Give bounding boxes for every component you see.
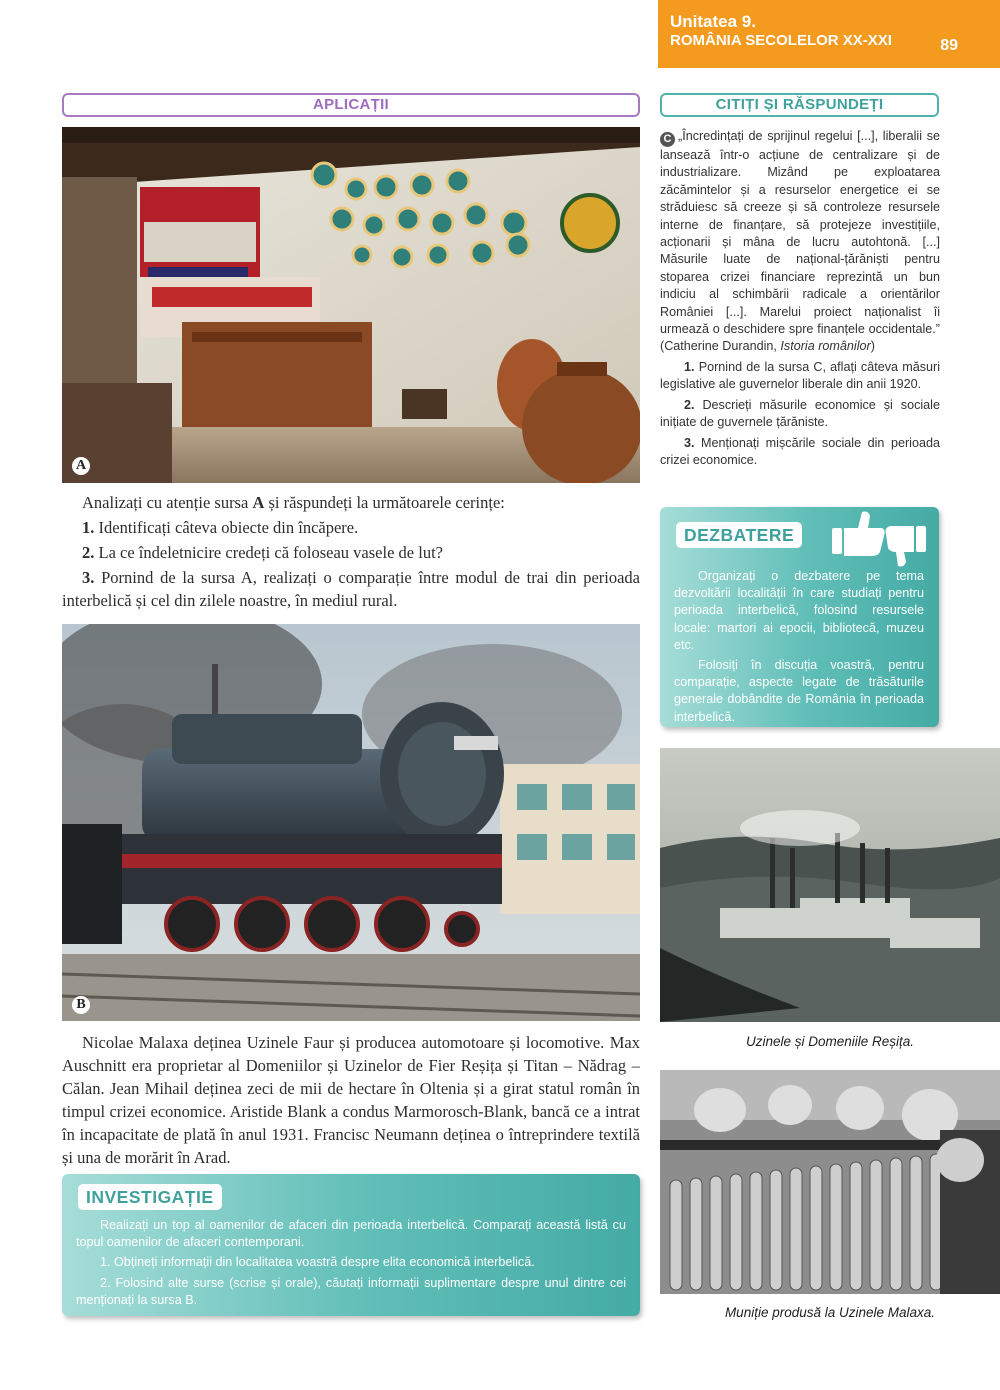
aplicatii-title: APLICAȚII bbox=[62, 93, 640, 117]
aplicatii-question-3: 3. Pornind de la sursa A, realizați o comparație între modul de trai din perioada interbelică și cel din zilele noastre, în mediul rural. bbox=[62, 568, 640, 610]
photo-rural-interior bbox=[62, 127, 640, 483]
unit-title: ROMÂNIA SECOLELOR XX-XXI bbox=[670, 32, 892, 49]
photo-malaxa-ammunition bbox=[660, 1070, 1000, 1294]
aplicatii-intro: Analizați cu atenție sursa A și răspundeți la următoarele cerințe: bbox=[82, 493, 505, 512]
source-a-label: A bbox=[72, 457, 90, 475]
source-c-text bbox=[660, 128, 940, 469]
investigatie-title: INVESTIGAȚIE bbox=[78, 1184, 222, 1210]
source-c-quote: C „Încredințați de sprijinul regelui [...], liberalii se lansează într-o acțiune de centralizare și de industrializare. Mizând pe exploatarea zăcămintelor și a resurselor energetice ei se străduiesc să creeze și să controleze resursele interne de finanțare, să protejeze investițiile, acționarii și mâna de lucru autohtonă. [...] Măsurile luate de național-țărăniști pentru stoparea crizei financiare reprezintă un bun indiciu al schimbării radicale a orientărilor României [...]. Marelui proiect naționalist îi urmează o deschidere spre finanțele occidentale.” (Catherine Durandin, Istoria românilor) bbox=[660, 129, 940, 354]
dezbatere-title: DEZBATERE bbox=[676, 522, 802, 548]
thumbs-up-down-icon bbox=[828, 508, 932, 570]
source-b-text: Nicolae Malaxa deținea Uzinele Faur și producea automotoare și locomotive. Max Auschnitt era proprietar al Domeniilor și Uzinelor de Fier Reșița și Titan – Nădrag – Călan. Jean Mihail deținea zeci de mii de hectare în Oltenia și a girat statul român în timpul crizei economice. Aristide Blank a condus Marmorosch-Blank, bancă ce a intrat în incapacitate de plată în anul 1931. Francisc Neumann deținea o întreprindere textilă și una de morărit în Arad. bbox=[62, 1033, 640, 1167]
source-b-label: B bbox=[72, 996, 90, 1014]
investigatie-item-2: 2. Folosind alte surse (scrise și orale), căutați informații suplimentare despre unul dintre cei menționați la sursa B. bbox=[76, 1275, 626, 1307]
investigatie-item-1: 1. Obțineți informații din localitatea voastră despre elita economică interbelică. bbox=[100, 1255, 535, 1270]
aplicatii-question-1: 1. Identificați câteva obiecte din încăpere. bbox=[82, 518, 359, 537]
caption-malaxa: Muniție produsă la Uzinele Malaxa. bbox=[724, 1305, 936, 1320]
source-c-label: C bbox=[660, 132, 675, 147]
cititi-question-3: 3. Menționați mișcările sociale din perioada crizei economice. bbox=[660, 435, 940, 467]
unit-number: Unitatea 9. bbox=[670, 12, 756, 31]
investigatie-text: Realizați un top al oamenilor de afaceri din perioada interbelică. Comparați această listă cu topul oamenilor de afaceri contemporani. 1. Obțineți informații din localitatea voastră despre elita economică interbelică. 2. Folosind alte surse (scrise și orale), căutați informații suplimentare despre unul dintre cei menționați la sursa B. bbox=[76, 1217, 626, 1312]
photo-locomotive bbox=[62, 624, 640, 1021]
aplicatii-question-2: 2. La ce îndeletnicire credeți că foloseau vasele de lut? bbox=[82, 543, 443, 562]
photo-resita-works bbox=[660, 748, 1000, 1022]
caption-resita: Uzinele și Domeniile Reșița. bbox=[745, 1034, 915, 1049]
page-number: 89 bbox=[940, 37, 958, 54]
dezbatere-text: Organizați o dezbatere pe tema dezvoltării localității în care studiați pentru perioada interbelică, folosind resursele locale: martori ai epocii, bibliotecă, muzeu etc. Folosiți în discuția voastră, pentru comparație, aspecte legate de trăsăturile generale dobândite de România în perioada interbelică. bbox=[674, 569, 924, 724]
unit-header bbox=[658, 0, 1000, 68]
cititi-title: CITIȚI ȘI RĂSPUNDEȚI bbox=[660, 93, 939, 117]
cititi-question-2: 2. Descrieți măsurile economice și sociale inițiate de guvernele țărăniste. bbox=[660, 397, 940, 430]
aplicatii-text bbox=[62, 491, 640, 612]
cititi-question-1: 1. Pornind de la sursa C, aflați câteva măsuri legislative ale guvernelor liberale din anii 1920. bbox=[660, 359, 940, 392]
